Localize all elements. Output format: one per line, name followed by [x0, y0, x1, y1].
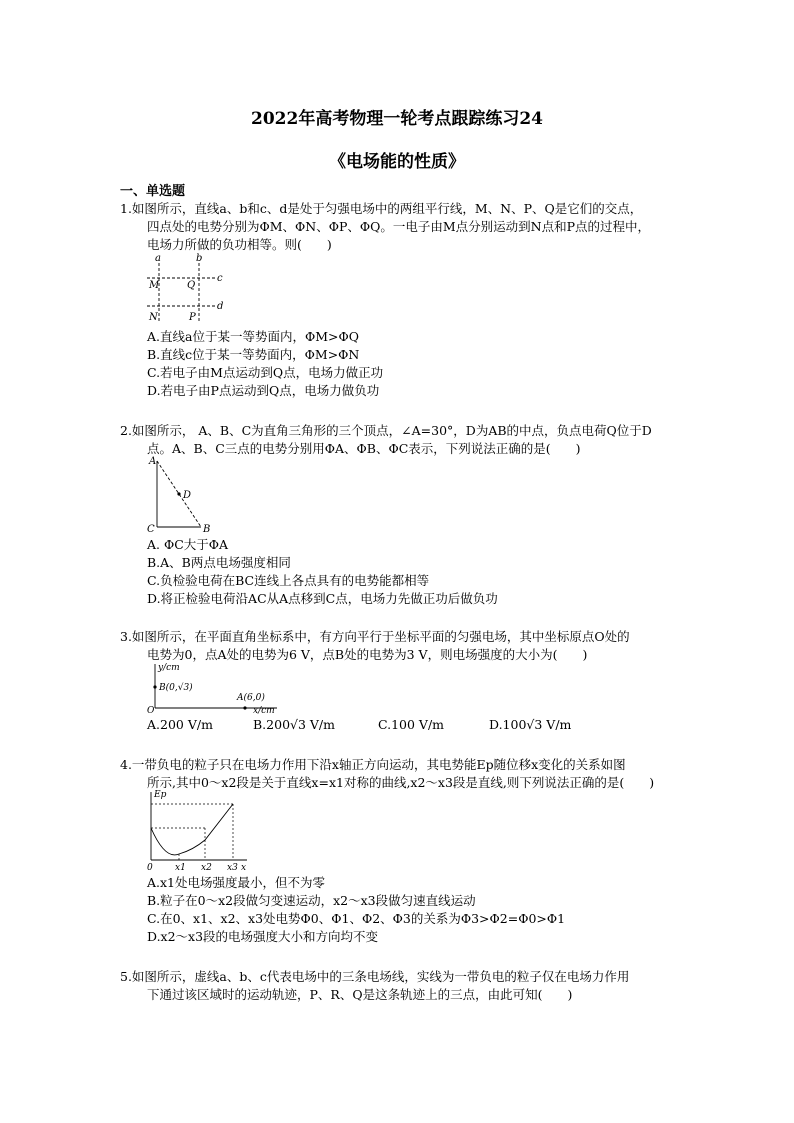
label-Q: Q — [187, 280, 196, 291]
question-line: 电场力所做的负功相等。则( ) — [147, 237, 332, 252]
label-A: A — [149, 456, 157, 467]
triangle-figure — [145, 455, 220, 535]
option-d: D.若电子由P点运动到Q点，电场力做负功 — [147, 383, 380, 398]
label-b: b — [196, 253, 203, 264]
option-c: C.在0、x1、x2、x3处电势Φ0、Φ1、Φ2、Φ3的关系为Φ3>Φ2=Φ0>Φ1 — [147, 911, 566, 926]
question-line: 电势为0，点A处的电势为6 V，点B处的电势为3 V，则电场强度的大小为( ) — [147, 647, 588, 662]
label-Ep: Ep — [154, 790, 167, 800]
grid-figure — [145, 253, 235, 325]
label-y-axis: y/cm — [158, 663, 180, 673]
option-c: C.负检验电荷在BC连线上各点具有的电势能都相等 — [147, 573, 430, 588]
label-c: c — [217, 273, 223, 284]
label-C: C — [147, 524, 155, 535]
option-d: D.将正检验电荷沿AC从A点移到C点，电场力先做正功后做负功 — [147, 591, 498, 606]
label-O: O — [147, 706, 155, 714]
option-a: A.直线a位于某一等势面内，ΦM>ΦQ — [147, 329, 359, 344]
label-x-axis: x — [241, 863, 247, 872]
question-line: 下通过该区域时的运动轨迹，P、R、Q是这条轨迹上的三点，由此可知( ) — [147, 987, 573, 1002]
section-heading: 一、单选题 — [120, 184, 186, 199]
question-line: 点。A、B、C三点的电势分别用ΦA、ΦB、ΦC表示，下列说法正确的是( ) — [147, 441, 581, 456]
question-line: 3.如图所示，在平面直角坐标系中，有方向平行于坐标平面的匀强电场，其中坐标原点O处的 — [120, 629, 630, 644]
option-a: A.x1处电场强度最小，但不为零 — [147, 875, 326, 890]
option-d: D.100√3 V/m — [489, 717, 572, 732]
coordinate-figure — [145, 660, 285, 714]
label-B: B(0,√3) — [159, 683, 193, 693]
question-line: 所示,其中0～x2段是关于直线x=x1对称的曲线,x2～x3段是直线,则下列说法正确的是( ) — [147, 775, 655, 790]
label-x3: x3 — [227, 863, 238, 872]
question-line: 5.如图所示，虚线a、b、c代表电场中的三条电场线，实线为一带负电的粒子仅在电场力作用 — [120, 969, 630, 984]
label-P: P — [189, 312, 196, 323]
option-a: A. ΦC大于ΦA — [147, 537, 229, 552]
label-x2: x2 — [201, 863, 212, 872]
question-line: 四点处的电势分别为ΦM、ΦN、ΦP、ΦQ。一电子由M点分别运动到N点和P点的过程中， — [147, 219, 651, 234]
label-d: d — [217, 301, 224, 312]
label-M: M — [149, 280, 160, 291]
label-N: N — [149, 312, 158, 323]
label-B: B — [203, 524, 211, 535]
label-x1: x1 — [175, 863, 186, 872]
option-a: A.200 V/m — [147, 717, 213, 732]
option-d: D.x2～x3段的电场强度大小和方向均不变 — [147, 929, 379, 944]
label-a: a — [155, 253, 161, 264]
option-b: B.A、B两点电场强度相同 — [147, 555, 291, 570]
question-line: 2.如图所示， A、B、C为直角三角形的三个顶点，∠A=30°，D为AB的中点，负点电荷Q位于D — [120, 423, 652, 438]
option-c: C.若电子由M点运动到Q点，电场力做正功 — [147, 365, 384, 380]
page-subtitle: 《电场能的性质》 — [329, 152, 465, 172]
option-b: B.粒子在0～x2段做匀变速运动，x2～x3段做匀速直线运动 — [147, 893, 476, 908]
label-A: A(6,0) — [237, 693, 265, 703]
label-x-axis: x/cm — [253, 706, 275, 714]
option-b: B.200√3 V/m — [253, 717, 336, 732]
potential-energy-graph — [143, 788, 253, 872]
label-origin: 0 — [147, 863, 153, 872]
label-D: D — [183, 490, 192, 501]
point-D — [177, 492, 180, 495]
question-line: 4.一带负电的粒子只在电场力作用下沿x轴正方向运动，其电势能Ep随位移x变化的关系如图 — [120, 757, 626, 772]
option-c: C.100 V/m — [378, 717, 445, 732]
question-line: 1.如图所示，直线a、b和c、d是处于匀强电场中的两组平行线，M、N、P、Q是它们的交点， — [120, 201, 643, 216]
page-title: 2022年高考物理一轮考点跟踪练习24 — [251, 109, 543, 129]
option-b: B.直线c位于某一等势面内，ΦM>ΦN — [147, 347, 360, 362]
